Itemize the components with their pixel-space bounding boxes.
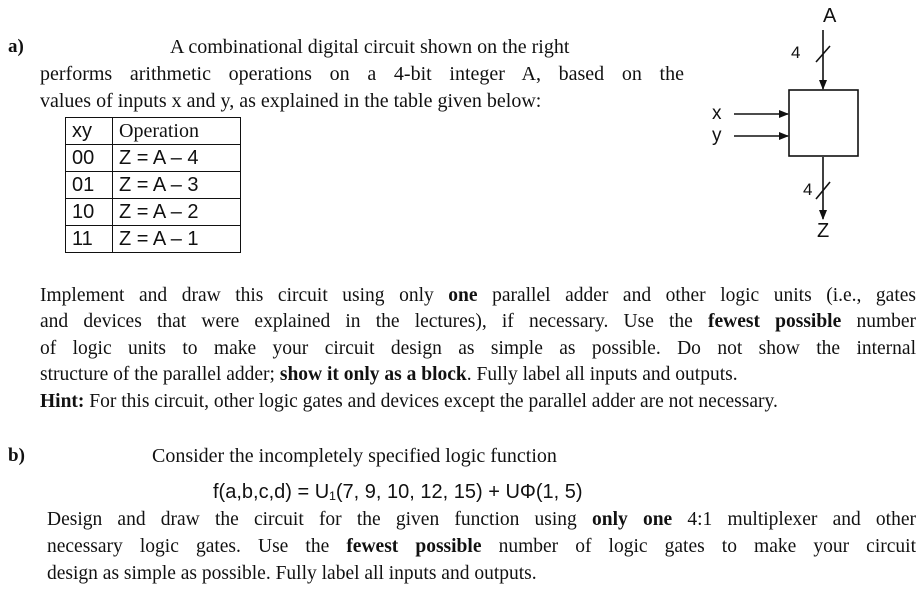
- emphasis-only-one: only one: [592, 509, 673, 530]
- circuit-block: [789, 90, 858, 156]
- instruction-line-2: [40, 309, 916, 335]
- intro-line-2: performs arithmetic operations on a 4-bit integer A, based on the: [40, 63, 684, 85]
- text-segment: necessary logic gates. Use the: [47, 536, 347, 557]
- circuit-diagram: [690, 0, 890, 250]
- hint-text: For this circuit, other logic gates and devices except the parallel adder are not necessary.: [84, 391, 778, 412]
- part-a-label: a): [8, 36, 24, 57]
- input-y-label: y: [712, 125, 722, 146]
- part-b-intro: Consider the incompletely specified logic function: [152, 445, 557, 467]
- row-operation: Z = A – 2: [113, 199, 241, 226]
- hint-label: Hint:: [40, 391, 85, 412]
- text-segment: . Fully label all inputs and outputs.: [466, 364, 738, 385]
- header-operation: Operation: [113, 118, 241, 145]
- table-header-row: [66, 118, 241, 145]
- part-b-label: b): [8, 445, 25, 466]
- text-segment: 4:1 multiplexer and other: [672, 509, 916, 530]
- intro-line-1: A combinational digital circuit shown on the right: [170, 36, 570, 58]
- input-a-width-label: 4: [791, 43, 801, 62]
- row-operation: Z = A – 3: [113, 172, 241, 199]
- operation-table: [65, 117, 241, 253]
- output-z-label: Z: [817, 220, 830, 242]
- row-operation: Z = A – 4: [113, 145, 241, 172]
- input-a-label: A: [823, 5, 837, 27]
- text-segment: Implement and draw this circuit using only: [40, 285, 449, 306]
- output-z-width-label: 4: [803, 180, 813, 199]
- row-xy: 11: [66, 226, 113, 253]
- instruction-line-4: [40, 362, 738, 388]
- part-b-line-3: design as simple as possible. Fully label all inputs and outputs.: [47, 563, 537, 584]
- text-segment: Design and draw the circuit for the given function using: [47, 509, 592, 530]
- emphasis-block: show it only as a block: [279, 364, 467, 385]
- input-x-label: x: [712, 103, 722, 124]
- table-row: [66, 199, 241, 226]
- table-row: [66, 145, 241, 172]
- function-formula: f(a,b,c,d) = U₁(7, 9, 10, 12, 15) + UΦ(1, 5): [213, 481, 583, 503]
- text-segment: parallel adder and other logic units (i.e., gates: [477, 285, 916, 306]
- part-b-line-2: [47, 534, 916, 560]
- emphasis-one: one: [448, 285, 478, 306]
- intro-line-3: values of inputs x and y, as explained in the table given below:: [40, 90, 542, 112]
- text-segment: number of logic gates to make your circuit: [481, 536, 916, 557]
- part-b-line-1: [47, 507, 916, 533]
- instruction-line-3: of logic units to make your circuit design as simple as possible. Do not show the internal: [40, 338, 916, 359]
- header-xy: xy: [66, 118, 113, 145]
- text-segment: number: [856, 311, 917, 332]
- emphasis-fewest: fewest possible: [708, 311, 842, 332]
- row-operation: Z = A – 1: [113, 226, 241, 253]
- text-segment: and devices that were explained in the lectures), if necessary. Use the: [40, 311, 693, 332]
- table-row: [66, 226, 241, 253]
- emphasis-fewest-possible: fewest possible: [346, 536, 482, 557]
- row-xy: 01: [66, 172, 113, 199]
- table-row: [66, 172, 241, 199]
- instruction-line-1: [40, 283, 916, 309]
- text-segment: structure of the parallel adder;: [40, 364, 280, 385]
- row-xy: 10: [66, 199, 113, 226]
- row-xy: 00: [66, 145, 113, 172]
- hint-line: [40, 389, 778, 415]
